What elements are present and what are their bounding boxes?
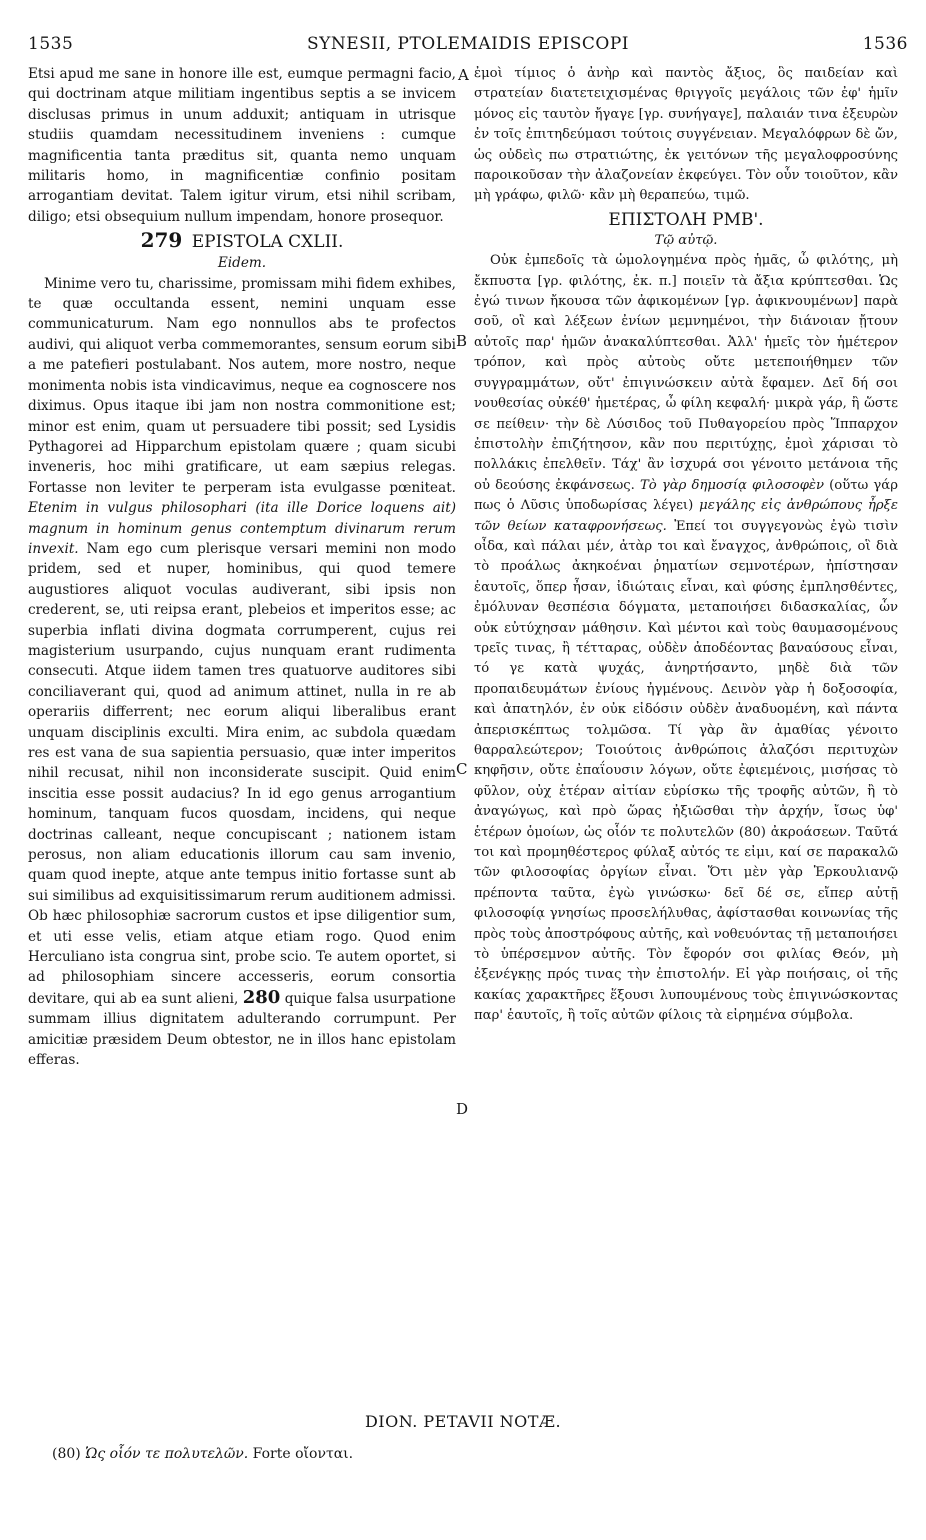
- footnote-text: Forte οἴονται.: [252, 1446, 354, 1462]
- footnote-greek-lemma: Ὡς οἷόν τε πολυτελῶν.: [85, 1446, 249, 1462]
- greek-epistle-subtitle: Τῷ αὐτῷ.: [654, 232, 718, 248]
- greek-epistle-heading: [474, 209, 898, 231]
- latin-epistle-heading: [28, 229, 456, 253]
- footnote: [52, 1446, 892, 1462]
- latin-body-part-1: Minime vero tu, charissime, promissam mihi fidem exhibes, te quæ occultanda essent, nemini unquam esse communicaturum. Nam ego nonnullos abs te profectos audivi, qui aliquot verba commemorantes, sensum eorum sibi a me patefieri postulabant. Nos autem, more nostro, neque monimenta nobis ista vindicavimus, neque ea cognoscere nos diximus. Opus itaque ibi jam non nostra commonitione est; minor est enim, quam ut persuadere tibi possit; sed Lysidis Pythagorei ad Hipparchum epistolam quære ; quam sicubi inveneris, hoc mihi gratificare, ut eam sæpius relegas. Fortasse non leviter te perperam ista evulgasse pœniteat.: [28, 275, 456, 496]
- latin-body-quotation: Etenim in vulgus philosophari (ita ille Dorice loquens ait) magnum in hominum genus contemptum divinarum rerum invexit.: [28, 500, 456, 557]
- latin-page-marker: 280: [242, 986, 281, 1008]
- latin-epistle-number: 279: [140, 228, 183, 253]
- greek-epistle-title: ΕΠΙΣΤΟΛΗ ΡΜΒ'.: [608, 209, 764, 230]
- margin-letter-d: D: [456, 1100, 469, 1118]
- latin-epistle-body: [28, 274, 456, 1071]
- page-number-right: 1536: [862, 34, 908, 54]
- greek-intro-paragraph: ἐμοὶ τίμιος ὁ ἀνὴρ καὶ παντὸς ἄξιος, ὃς παιδείαν καὶ στρατείαν διατετειχισμένας θριγγοῖς μεγάλοις τῶν ἐφ' ἡμῖν μόνος εἰς ταυτὸν ἤγαγε [γρ. συνήγαγε], παλαιάν τινα ἐξευρὼν ἐν τοῖς ἐπιτηδεύμασι τούτοις συγγένειαν. Μεγαλόφρων δὲ ὤν, ὡς οὐδεὶς πω στρατιώτης, ἐκ γειτόνων τῆς μεγαλοφροσύνης παροικοῦσαν τὴν ἀλαζονείαν ἐκφεύγει. Τὸν οὖν τοιοῦτον, κἂν μὴ γράφω, φιλῶ· κἂν μὴ θεραπεύω, τιμῶ.: [474, 66, 898, 204]
- greek-epistle-body: [474, 251, 898, 1026]
- greek-body-quotation: Τὸ γὰρ δημοσίᾳ φιλοσοφὲν: [639, 477, 825, 493]
- greek-body-parenthetical: (οὕτω γάρ πως ὁ Λῦσις ὑποδωρίσας λέγει): [474, 477, 898, 514]
- margin-letter-b: B: [456, 332, 468, 350]
- latin-body-part-3: quique falsa usurpatione summam illius dignitatem adulterando corrumpunt. Per amicitiæ præsidem Deum obtestor, ne in illos hanc epistolam efferas.: [28, 990, 456, 1069]
- latin-intro-paragraph: Etsi apud me sane in honore ille est, eumque permagni facio, qui doctrinam atque militiam ingentibus septis a se invicem disclusas primus in unum adduxit; antiquam in utrisque studiis quamdam necessitudinem inveniens : cumque magnificentia tanta præditus sit, quanta nemo unquam militaris homo, in magnificentiæ confinio positam arrogantiam devitat. Talem igitur virum, etsi nihil scribam, diligo; etsi obsequium nullum impendam, honore prosequor.: [28, 66, 456, 225]
- latin-body-part-2: Nam ego cum plerisque versari memini non modo pridem, sed et nuper, hominibus, qui quod temere augustiores aliquot voculas audiverant, sibi ipsis non crederent, se, uti reipsa erant, plebeios et imperitos esse; ac superbia inflati divina dogmata corrumperent, cujus rei magisterium usurpando, cujus nunquam erant rudimenta consecuti. Atque iidem tamen tres quatuorve auditores sibi conciliaverant qui, quod ad animum attinet, nulla in re ab operariis differrent; nec eorum aliqui liberalibus erant unquam disciplinis exculti. Mira enim, ac subdola quædam res est vana de sua sapientia persuasio, quæ inter imperitos nihil recusat, nihil non inconsiderate suscipit. Quid enim inscitia esse possit audacius? In id ego genus arrogantium hominum, tanquam fucos quosdam, incidens, qui neque doctrinas calleant, neque concupiscant ; nationem istam perosus, non aliam educationis illorum cau sam invenio, quam quod inepte, atque ante tempus initio fortasse sunt ab sui similibus ad exquisitissimarum rerum auditionem admissi. Ob hæc philosophiæ sacrorum custos et ipse diligentior sum, et uti esse velis, etiam atque etiam rogo. Quod enim Herculiano ista congrua sint, probe scio. Te autem oportet, si ad philosophiam sincere accesseris, eorum consortia devitare, qui ab ea sunt alieni,: [28, 540, 456, 1007]
- running-header: [28, 34, 908, 56]
- margin-letter-c: C: [456, 760, 468, 778]
- page-number-left: 1535: [28, 34, 74, 54]
- notes-title: DION. PETAVII NOTÆ.: [364, 1412, 562, 1431]
- greek-column: [474, 64, 898, 1394]
- latin-epistle-subtitle: Eidem.: [217, 255, 267, 272]
- margin-letter-a: A: [458, 66, 469, 84]
- running-title: SYNESII, PTOLEMAIDIS EPISCOPI: [306, 34, 630, 54]
- latin-column: [28, 64, 456, 1394]
- latin-epistle-title: EPISTOLA CXLII.: [191, 232, 344, 253]
- greek-body-part-1: Οὐκ ἐμπεδοῖς τὰ ὡμολογημένα πρὸς ἡμᾶς, ὦ φιλότης, μὴ ἔκπυστα [γρ. φιλότης, ἐκ. π.] ποιεῖν τὰ ἄξια κρύπτεσθαι. Ὡς ἐγώ τινων ἤκουσα τῶν ἀφικομένων [γρ. ἀφικνουμένων] παρὰ σοῦ, οἳ καὶ λέξεων ἐνίων μεμνημένοι, τὴν διάνοιαν ᾔτουν αὐτοῖς παρ' ἡμῶν ἀνακαλύπτεσθαι. Ἀλλ' ἡμεῖς τὸν ἡμέτερον τρόπον, καὶ πρὸς αὐτοὺς οὔτε μετεποιήθημεν τῶν συγγραμμάτων, οὔτ' ἐπιγινώσκειν αὐτὰ ἔφαμεν. Δεῖ δή σοι νουθεσίας οὐκέθ' ἡμετέρας, ὦ φίλη κεφαλή· μικρὰ γάρ, ἢ ὥστε σε πείθειν· τὴν δὲ Λύσιδος τοῦ Πυθαγορείου πρὸς Ἵππαρχον ἐπιστολὴν ἐπιζήτησον, κἂν που περιτύχῃς, ἐμοὶ χάρισαι τὸ πολλάκις ἐπελθεῖν. Τάχ' ἂν ἰσχυρά σοι γένοιτο μετάνοια τῆς οὐ δεούσης ἐκφάνσεως.: [474, 253, 898, 493]
- greek-body-quotation-2: μεγάλης εἰς ἀνθρώπους ἦρξε τῶν θείων καταφρονήσεως.: [474, 498, 898, 534]
- footnote-number: (80): [52, 1446, 81, 1462]
- greek-body-part-2: Ἐπεί τοι συγγεγονὼς ἐγὼ τισὶν οἶδα, καὶ πάλαι μέν, ἀτὰρ τοι καὶ ἔναγχος, ἀνθρώποις, οἳ διὰ τὸ προάλως ἀκηκοέναι ῥηματίων σεμνοτέρων, ἠπίστησαν ἑαυτοῖς, ὅπερ ἦσαν, ἰδιώταις εἶναι, καὶ φύσης ἐμπλησθέντες, ἐμόλυναν θεσπέσια δόγματα, μεταποιήσει διδασκαλίας, ὧν οὐκ εὐτύχησαν μάθησιν. Καὶ μέντοι καὶ τοὺς θαυμασομένους τρεῖς τινας, ἢ τέτταρας, οὐδὲν ἀποδέοντας βαναύσους εἶναι, τό γε κατὰ ψυχάς, ἀνηρτήσαντο, μηδὲ διὰ τῶν προπαιδευμάτων ἐνίους ἠγμένους. Δεινὸν γὰρ ἡ δοξοσοφία, καὶ ἀπατηλόν, ἐν οὐκ εἰδόσιν οὐδὲν ἀναδυομένη, καὶ πάντα ἀπερισκέπτως τολμῶσα. Τί γὰρ ἂν ἀμαθίας γένοιτο θαρραλεώτερον; Τοιούτοις ἀνθρώποις ἀλαζόσι περιτυχὼν κηφῆσιν, οὔτε ἐπαΐουσιν λόγων, οὔτε ἐφιεμένοις, μισήσας τὸ φῦλον, οὐχ ἑτέραν αἰτίαν εὑρίσκω τῆς τροφῆς αὐτῶν, ἢ τὸ ἀναγώγως, καὶ πρὸ ὥρας ἠξιῶσθαι τὴν ἀρχήν, ἴσως ὑφ' ἑτέρων ὁμοίων, ὡς οἷόν τε πολυτελῶν (80) ἀκροάσεων. Ταῦτά τοι καὶ προμηθέστερος φύλαξ αὐτός τε εἰμι, καί σε παρακαλῶ τῶν φιλοσοφίας ὀργίων εἶναι. Ὅτι μὲν γὰρ Ἑρκουλιανῷ πρέποντα ταῦτα, ἐγὼ γινώσκω· δεῖ δέ σε, εἴπερ αὐτῇ φιλοσοφίᾳ γνησίως προσελήλυθας, ἀφίστασθαι κοινωνίας τῆς πρὸς τοὺς ἀποστρόφους αὐτῆς, καὶ νοθευόντας τῇ μεταποιήσει τὸ ὑπέρσεμνον αὐτῆς. Τὸν ἔφορόν σοι φιλίας Θεόν, μὴ ἐξενέγκῃς πρός τινας τὴν ἐπιστολήν. Εἰ γὰρ ποιήσαις, οἱ τῆς κακίας χαρακτῆρες ἕξουσι λυπουμένους τοὺς ἐπιγινώσκοντας παρ' ἑαυτοῖς, ἢ τοῖς αὐτῶν φίλοις τὰ εἰρημένα σύμβολα.: [474, 518, 898, 1024]
